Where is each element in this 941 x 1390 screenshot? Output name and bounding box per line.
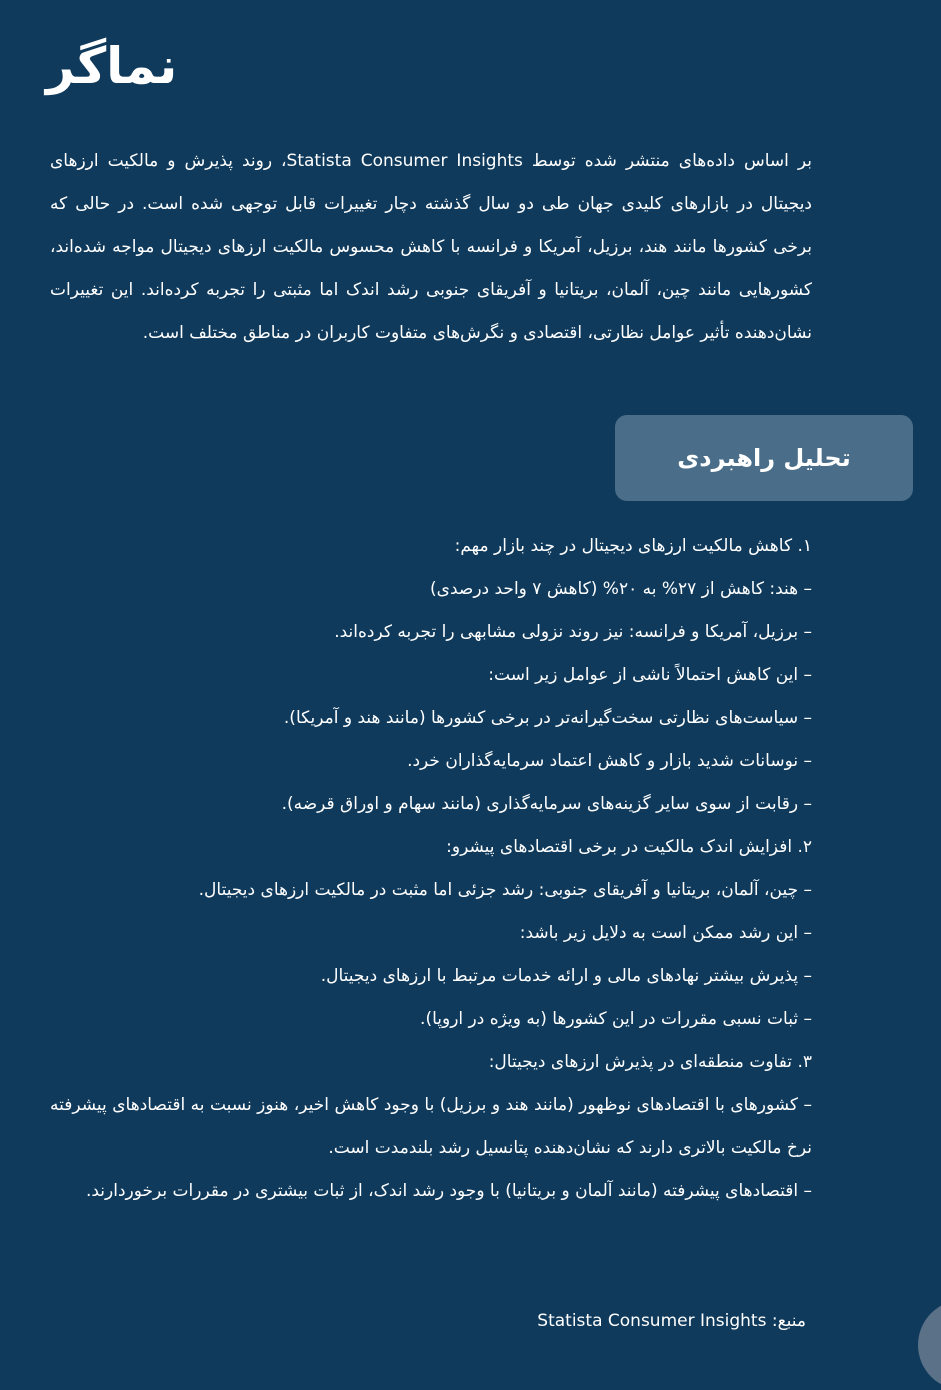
analysis-item: – پذیرش بیشتر نهادهای مالی و ارائه خدمات مرتبط با ارزهای دیجیتال.	[320, 966, 812, 986]
analysis-item: – چین، آلمان، بریتانیا و آفریقای جنوبی: رشد جزئی اما مثبت در مالکیت ارزهای دیجیتال.	[198, 880, 812, 900]
source-note: منبع: Statista Consumer Insights	[537, 1311, 806, 1331]
analysis-item: – سیاست‌های نظارتی سخت‌گیرانه‌تر در برخی کشورها (مانند هند و آمریکا).	[283, 708, 812, 728]
analysis-item: – این رشد ممکن است به دلایل زیر باشد:	[519, 923, 812, 943]
analysis-item: – کشورهای با اقتصادهای نوظهور (مانند هند و برزیل) با وجود کاهش اخیر، هنوز نسبت به اقتصادهای پیشرفته نرخ مالکیت بالاتری دارند که نشان‌دهنده پتانسیل رشد بلندمدت است.	[50, 1095, 812, 1158]
analysis-heading-2: ۲. افزایش اندک مالکیت در برخی اقتصادهای پیشرو:	[446, 837, 812, 857]
analysis-item: – هند: کاهش از ۲۷% به ۲۰% (کاهش ۷ واحد درصدی)	[430, 579, 812, 599]
analysis-item: – برزیل، آمریکا و فرانسه: نیز روند نزولی مشابهی را تجربه کرده‌اند.	[334, 622, 812, 642]
analysis-item: – رقابت از سوی سایر گزینه‌های سرمایه‌گذاری (مانند سهام و اوراق قرضه).	[281, 794, 812, 814]
section-heading-badge	[615, 415, 913, 501]
analysis-heading-1: ۱. کاهش مالکیت ارزهای دیجیتال در چند بازار مهم:	[454, 536, 812, 556]
analysis-heading-3: ۳. تفاوت منطقه‌ای در پذیرش ارزهای دیجیتال:	[488, 1052, 812, 1072]
corner-circle-icon	[918, 1300, 941, 1390]
brand-logo: نماگر	[46, 37, 178, 95]
section-heading: تحلیل راهبردی	[677, 444, 851, 472]
intro-paragraph: بر اساس داده‌های منتشر شده توسط Statista Consumer Insights، روند پذیرش و مالکیت ارزهای دیجیتال در بازارهای کلیدی جهان طی دو سال گذشته دچار تغییرات قابل توجهی شده است. در حالی که برخی کشورها مانند هند، برزیل، آمریکا و فرانسه با کاهش محسوس مالکیت ارزهای دیجیتال مواجه شده‌اند، کشورهایی مانند چین، آلمان، بریتانیا و آفریقای جنوبی رشد اندک اما مثبتی را تجربه کرده‌اند. این تغییرات نشان‌دهنده تأثیر عوامل نظارتی، اقتصادی و نگرش‌های متفاوت کاربران در مناطق مختلف است.	[50, 151, 812, 343]
analysis-list	[50, 525, 812, 1213]
analysis-item: – این کاهش احتمالاً ناشی از عوامل زیر است:	[488, 665, 812, 685]
analysis-item: – اقتصادهای پیشرفته (مانند آلمان و بریتانیا) با وجود رشد اندک، از ثبات بیشتری در مقررات برخوردارند.	[85, 1181, 812, 1201]
analysis-item: – ثبات نسبی مقررات در این کشورها (به ویژه در اروپا).	[420, 1009, 812, 1029]
analysis-item: – نوسانات شدید بازار و کاهش اعتماد سرمایه‌گذاران خرد.	[407, 751, 812, 771]
